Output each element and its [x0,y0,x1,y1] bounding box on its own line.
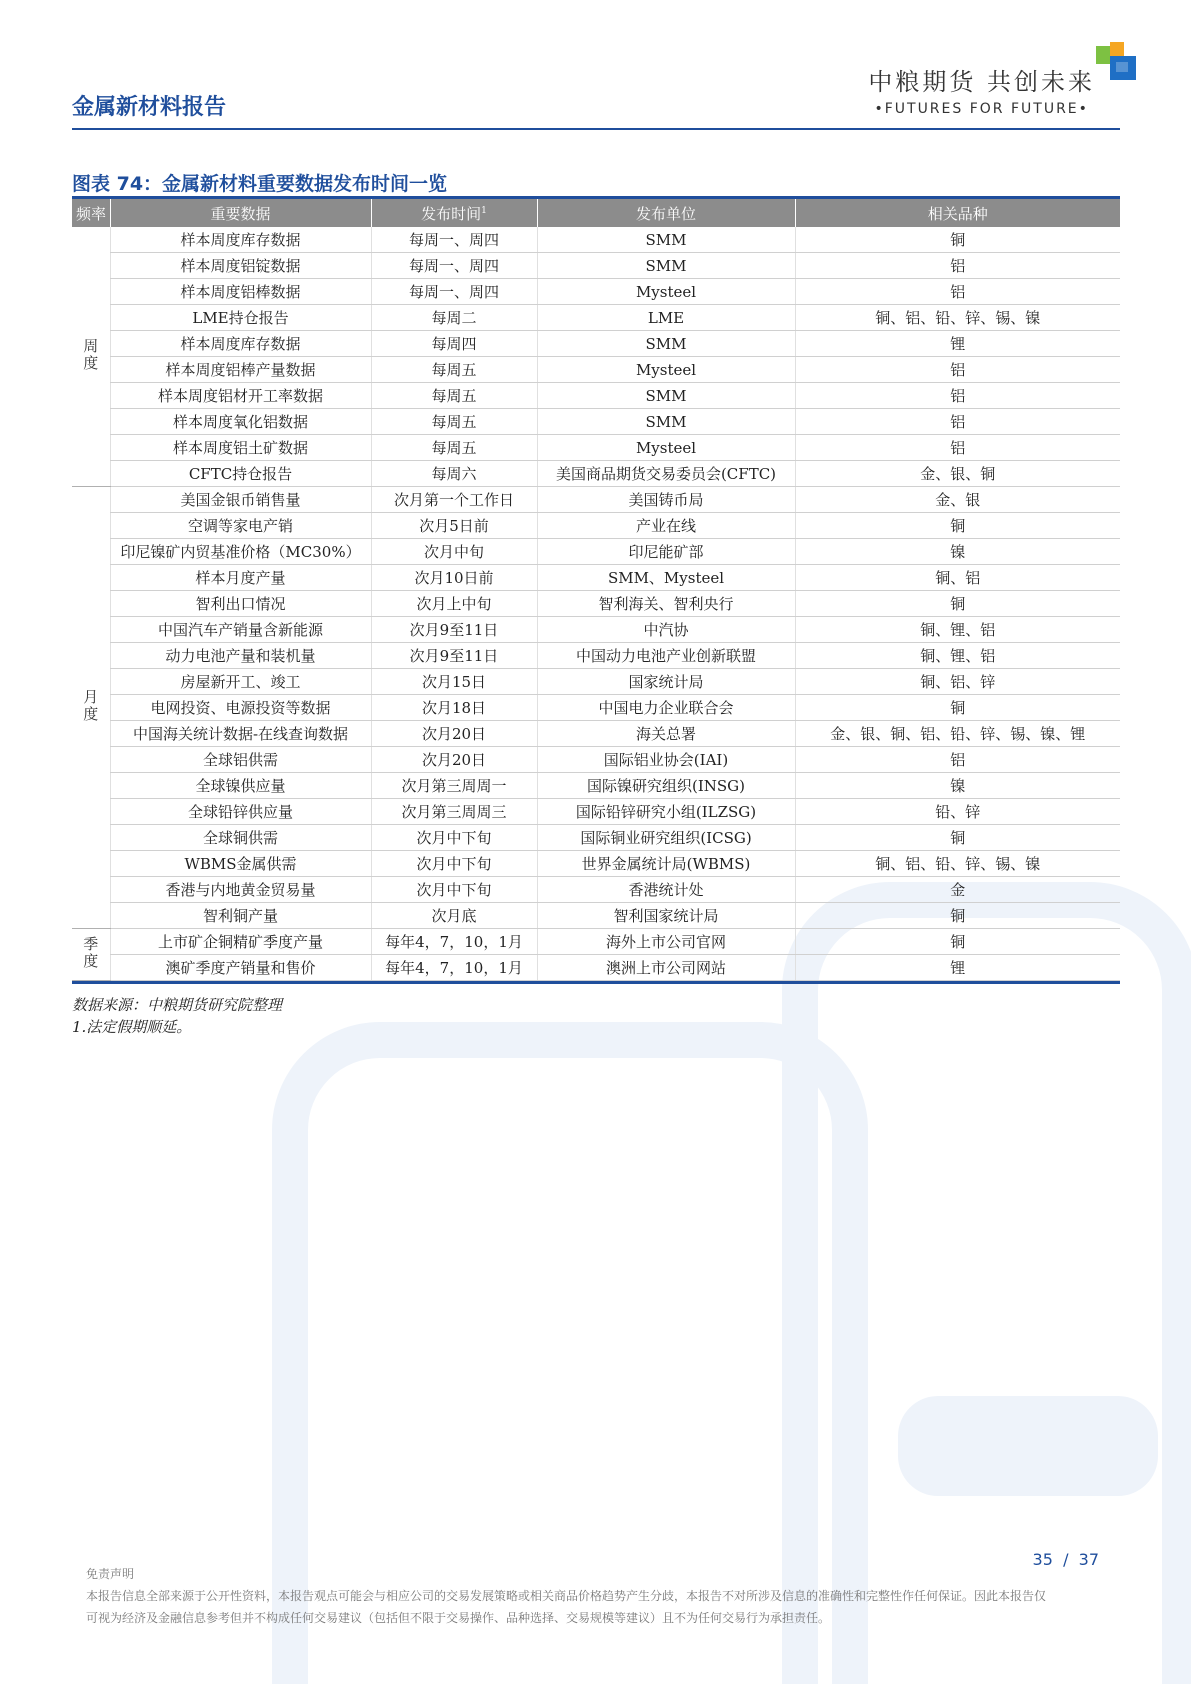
commodity-cell: 铜、锂、铝 [795,617,1120,643]
commodity-cell: 铜、铝、锌 [795,669,1120,695]
data-name-cell: 样本周度铝材开工率数据 [110,383,371,409]
table-row [72,279,1120,305]
release-time-cell: 每周一、周四 [371,279,537,305]
release-time-cell: 次月中下旬 [371,877,537,903]
data-name-cell: 上市矿企铜精矿季度产量 [110,929,371,955]
release-time-cell: 次月10日前 [371,565,537,591]
table-row [72,539,1120,565]
table-row [72,877,1120,903]
commodity-cell: 铝 [795,357,1120,383]
publisher-cell: 国际铝业协会(IAI) [537,747,795,773]
release-time-cell: 次月5日前 [371,513,537,539]
table-row [72,591,1120,617]
data-name-cell: 样本周度铝棒产量数据 [110,357,371,383]
disclaimer [86,1563,1046,1629]
table-row [72,669,1120,695]
publisher-cell: 美国商品期货交易委员会(CFTC) [537,461,795,487]
commodity-cell: 铜 [795,695,1120,721]
release-time-cell: 每周一、周四 [371,227,537,253]
data-name-cell: 中国海关统计数据-在线查询数据 [110,721,371,747]
commodity-cell: 铜、锂、铝 [795,643,1120,669]
table-notes [72,994,282,1038]
data-name-cell: 电网投资、电源投资等数据 [110,695,371,721]
data-name-cell: 全球铜供需 [110,825,371,851]
release-time-cell: 每年4，7，10，1月 [371,929,537,955]
table-row [72,227,1120,253]
table-row [72,409,1120,435]
col-header-time-label: 发布时间 [421,204,482,223]
disclaimer-text: 本报告信息全部来源于公开性资料，本报告观点可能会与相应公司的交易发展策略或相关商品价格趋势产生分歧，本报告不对所涉及信息的准确性和完整性作任何保证。因此本报告仅可视为经济及金融信息参考但并不构成任何交易建议（包括但不限于交易操作、品种选择、交易规模等建议）且不为任何交易行为承担责任。 [86,1589,1047,1625]
publisher-cell: 智利国家统计局 [537,903,795,929]
commodity-cell: 锂 [795,955,1120,981]
release-time-cell: 每年4，7，10，1月 [371,955,537,981]
data-name-cell: 香港与内地黄金贸易量 [110,877,371,903]
release-time-cell: 每周二 [371,305,537,331]
publisher-cell: SMM [537,253,795,279]
commodity-cell: 铅、锌 [795,799,1120,825]
page-separator: / [1063,1550,1069,1569]
col-header-commodity: 相关品种 [795,199,1120,227]
table-row [72,851,1120,877]
logo-icon [1096,42,1136,82]
publisher-cell: 国际铜业研究组织(ICSG) [537,825,795,851]
data-name-cell: 印尼镍矿内贸基准价格（MC30%） [110,539,371,565]
data-name-cell: 全球镍供应量 [110,773,371,799]
publisher-cell: 澳洲上市公司网站 [537,955,795,981]
publisher-cell: 美国铸币局 [537,487,795,513]
publisher-cell: Mysteel [537,435,795,461]
commodity-cell: 锂 [795,331,1120,357]
release-time-cell: 每周一、周四 [371,253,537,279]
report-title: 金属新材料报告 [72,95,227,120]
table-row [72,643,1120,669]
release-time-cell: 每周五 [371,357,537,383]
commodity-cell: 金、银 [795,487,1120,513]
table-body [72,227,1120,981]
commodity-cell: 铜、铝、铅、锌、锡、镍 [795,851,1120,877]
release-time-cell: 每周五 [371,383,537,409]
release-time-cell: 次月20日 [371,721,537,747]
release-time-cell: 次月9至11日 [371,617,537,643]
table-row [72,903,1120,929]
table-row [72,487,1120,513]
frequency-cell [72,929,110,981]
table-row [72,435,1120,461]
commodity-cell: 铝 [795,279,1120,305]
commodity-cell: 铜 [795,227,1120,253]
publisher-cell: SMM [537,227,795,253]
publisher-cell: 国家统计局 [537,669,795,695]
source-note: 数据来源：中粮期货研究院整理 [72,996,283,1014]
brand-block [868,62,1095,117]
commodity-cell: 金、银、铜、铝、铅、锌、锡、镍、锂 [795,721,1120,747]
table-row [72,825,1120,851]
table-row [72,617,1120,643]
release-time-cell: 次月中旬 [371,539,537,565]
commodity-cell: 铜、铝 [795,565,1120,591]
publisher-cell: LME [537,305,795,331]
publisher-cell: 国际铅锌研究小组(ILZSG) [537,799,795,825]
commodity-cell: 铜 [795,929,1120,955]
frequency-label: 月度 [81,688,100,723]
commodity-cell: 铝 [795,435,1120,461]
release-time-cell: 次月中下旬 [371,851,537,877]
table-row [72,695,1120,721]
commodity-cell: 铜 [795,825,1120,851]
data-name-cell: 样本周度铝土矿数据 [110,435,371,461]
table-row [72,305,1120,331]
publisher-cell: 印尼能矿部 [537,539,795,565]
publisher-cell: 海关总署 [537,721,795,747]
release-time-cell: 次月18日 [371,695,537,721]
table-row [72,513,1120,539]
table-row [72,565,1120,591]
data-name-cell: LME持仓报告 [110,305,371,331]
publisher-cell: SMM [537,331,795,357]
page-total: 37 [1078,1550,1099,1569]
data-name-cell: 中国汽车产销量含新能源 [110,617,371,643]
release-time-cell: 次月第三周周三 [371,799,537,825]
publisher-cell: 海外上市公司官网 [537,929,795,955]
publisher-cell: SMM、Mysteel [537,565,795,591]
chart-title: 图表 74：金属新材料重要数据发布时间一览 [72,173,448,195]
publisher-cell: 世界金属统计局(WBMS) [537,851,795,877]
publisher-cell: 中国电力企业联合会 [537,695,795,721]
col-header-frequency: 频率 [72,199,110,227]
commodity-cell: 镍 [795,773,1120,799]
publisher-cell: 香港统计处 [537,877,795,903]
release-time-cell: 次月9至11日 [371,643,537,669]
publisher-cell: 中汽协 [537,617,795,643]
data-name-cell: 澳矿季度产销量和售价 [110,955,371,981]
publisher-cell: Mysteel [537,357,795,383]
col-header-publisher: 发布单位 [537,199,795,227]
commodity-cell: 金 [795,877,1120,903]
table-row [72,253,1120,279]
commodity-cell: 金、银、铜 [795,461,1120,487]
table-header-row [72,199,1120,227]
publisher-cell: SMM [537,409,795,435]
table-row [72,799,1120,825]
release-time-cell: 每周四 [371,331,537,357]
commodity-cell: 铜 [795,903,1120,929]
page-current: 35 [1032,1550,1053,1569]
table-row [72,357,1120,383]
release-time-cell: 次月第三周周一 [371,773,537,799]
data-name-cell: 样本周度库存数据 [110,331,371,357]
commodity-cell: 铜 [795,591,1120,617]
release-schedule-table [72,196,1120,984]
frequency-label: 季度 [81,935,100,970]
release-time-cell: 每周五 [371,435,537,461]
data-name-cell: WBMS金属供需 [110,851,371,877]
col-header-data: 重要数据 [110,199,371,227]
data-name-cell: 智利铜产量 [110,903,371,929]
release-time-cell: 每周五 [371,409,537,435]
brand-slogan: •FUTURES FOR FUTURE• [874,101,1089,117]
table-row [72,955,1120,981]
footnote: 1.法定假期顺延。 [72,1018,192,1036]
data-name-cell: 样本周度氧化铝数据 [110,409,371,435]
table-row [72,747,1120,773]
data-name-cell: 房屋新开工、竣工 [110,669,371,695]
commodity-cell: 铝 [795,747,1120,773]
frequency-cell [72,487,110,929]
table-row [72,461,1120,487]
release-time-cell: 次月20日 [371,747,537,773]
table-row [72,383,1120,409]
release-time-cell: 次月中下旬 [371,825,537,851]
frequency-cell [72,227,110,487]
data-name-cell: 样本周度库存数据 [110,227,371,253]
publisher-cell: 国际镍研究组织(INSG) [537,773,795,799]
data-name-cell: 样本周度铝锭数据 [110,253,371,279]
commodity-cell: 铝 [795,383,1120,409]
data-name-cell: 美国金银币销售量 [110,487,371,513]
commodity-cell: 镍 [795,539,1120,565]
data-name-cell: 全球铝供需 [110,747,371,773]
data-name-cell: 样本周度铝棒数据 [110,279,371,305]
data-name-cell: 动力电池产量和装机量 [110,643,371,669]
release-time-cell: 次月第一个工作日 [371,487,537,513]
commodity-cell: 铝 [795,253,1120,279]
commodity-cell: 铝 [795,409,1120,435]
release-time-cell: 次月底 [371,903,537,929]
data-name-cell: 空调等家电产销 [110,513,371,539]
brand-name: 中粮期货 共创未来 [868,68,1095,96]
table-row [72,721,1120,747]
publisher-cell: SMM [537,383,795,409]
release-time-cell: 每周六 [371,461,537,487]
commodity-cell: 铜 [795,513,1120,539]
header-rule [72,128,1120,130]
data-name-cell: 智利出口情况 [110,591,371,617]
publisher-cell: Mysteel [537,279,795,305]
frequency-label: 周度 [81,337,100,372]
publisher-cell: 智利海关、智利央行 [537,591,795,617]
commodity-cell: 铜、铝、铅、锌、锡、镍 [795,305,1120,331]
data-name-cell: CFTC持仓报告 [110,461,371,487]
disclaimer-title: 免责声明 [86,1567,135,1581]
table-row [72,331,1120,357]
release-time-cell: 次月上中旬 [371,591,537,617]
data-name-cell: 样本月度产量 [110,565,371,591]
time-footnote-mark: 1 [481,205,487,216]
release-time-cell: 次月15日 [371,669,537,695]
publisher-cell: 中国动力电池产业创新联盟 [537,643,795,669]
col-header-time [371,199,537,227]
table-row [72,929,1120,955]
data-name-cell: 全球铅锌供应量 [110,799,371,825]
table-row [72,773,1120,799]
publisher-cell: 产业在线 [537,513,795,539]
